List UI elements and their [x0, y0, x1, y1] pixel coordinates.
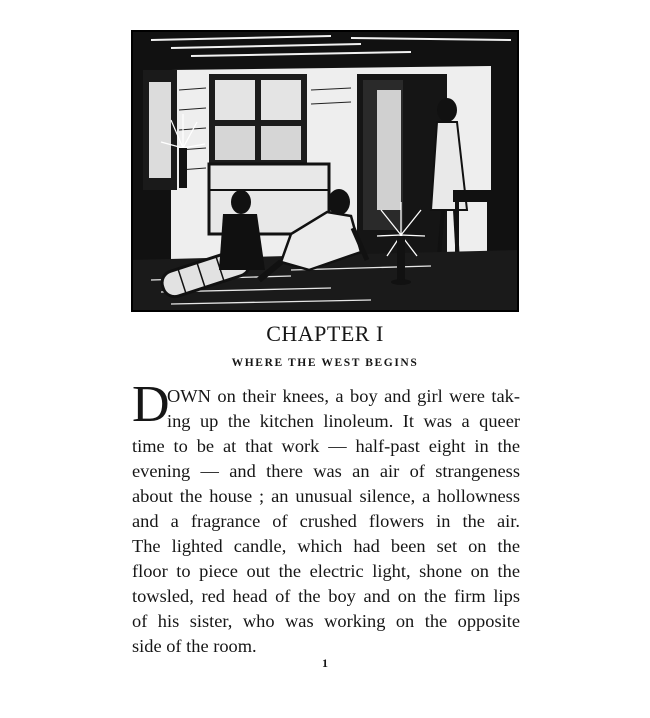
text-line: OWN on their knees, a boy and girl were tak-	[167, 386, 520, 406]
page-number: 1	[322, 656, 328, 670]
drop-cap: D	[132, 376, 170, 433]
body-paragraph	[132, 384, 520, 659]
woodcut-illustration	[131, 30, 519, 312]
text-line: ing up the kitchen linoleum. It was a queer	[167, 411, 520, 431]
text-line: towsled, red head of the boy and on the firm lips	[132, 586, 520, 606]
text-line: time to be at that work — half-past eight in the	[132, 436, 520, 456]
text-line: The lighted candle, which had been set on the	[132, 536, 520, 556]
text-line: evening — and there was an air of strangeness	[132, 461, 520, 481]
chapter-heading: CHAPTER I	[266, 321, 384, 346]
text-line: about the house ; an unusual silence, a hollowness	[132, 486, 520, 506]
illustration-icon	[131, 30, 519, 312]
chapter-subtitle: WHERE THE WEST BEGINS	[231, 357, 419, 369]
text-line: floor to piece out the electric light, shone on the	[132, 561, 520, 581]
text-line: and a fragrance of crushed flowers in the air.	[132, 511, 520, 531]
text-line: side of the room.	[132, 636, 257, 656]
text-line: of his sister, who was working on the opposite	[132, 611, 520, 631]
